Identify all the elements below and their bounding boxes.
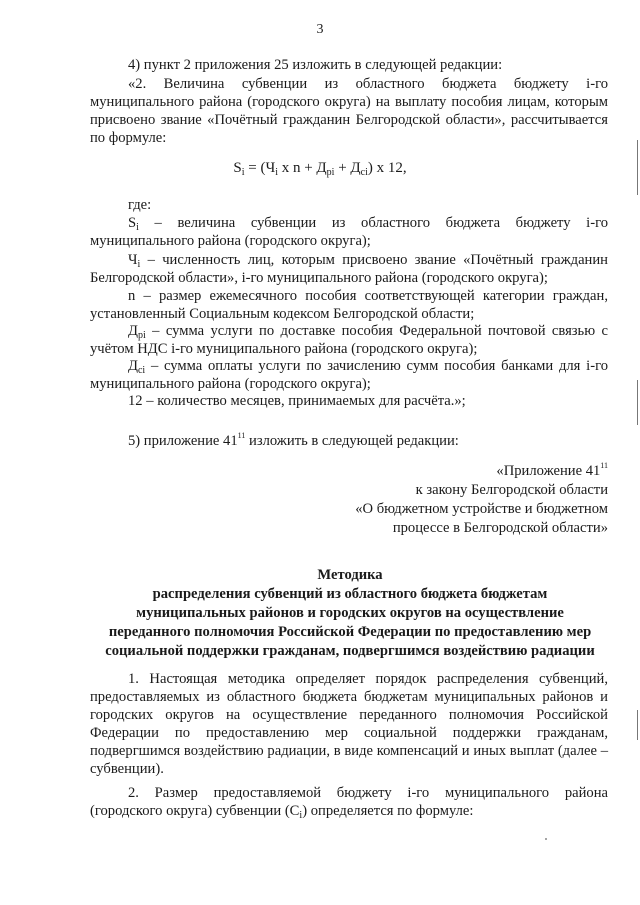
- page-number: 3: [316, 22, 324, 37]
- definition-12: 12 – количество месяцев, принимаемых для расчёта.»;: [128, 393, 466, 409]
- scan-edge-mark: [637, 380, 638, 425]
- methodology-title: Методика: [317, 567, 383, 583]
- annex-line-1: «Приложение $41^{11}$: [496, 461, 608, 479]
- item4-paragraph: «2. Величина субвенции из областного бюджета бюджету i-го муниципального района (городского округа) на выплату пособия лицам, которым присвоено звание «Почётный гражданин Белгородской области», рассчитывается по формуле:: [90, 76, 608, 146]
- scan-speck: [545, 838, 547, 840]
- annex-line-3: «О бюджетном устройстве и бюджетном: [355, 501, 608, 517]
- definition-n: n – размер ежемесячного пособия соответствующей категории граждан, установленный Социальным кодексом Белгородской области;: [90, 288, 608, 322]
- methodology-paragraph-2: 2. Размер предоставляемой бюджету i-го муниципального района (городского округа) субвенции $(C_i)$ определяется по формуле:: [90, 785, 608, 821]
- annex-line-2: к закону Белгородской области: [415, 482, 608, 498]
- annex-header: [355, 462, 608, 538]
- definition-dpi: $Д_{pi}$ – сумма услуги по доставке пособия Федеральной почтовой связью с учётом НДС i-го муниципального района (городского округа);: [90, 323, 608, 357]
- definition-chi: $Ч_i$ – численность лиц, которым присвоено звание «Почётный гражданин Белгородской области», i-го муниципального района (городского округа);: [90, 252, 608, 286]
- where-label: где:: [128, 197, 152, 213]
- methodology-subtitle: распределения субвенций из областного бюджета бюджетам муниципальных районов и городских округов на осуществление переданного полномочия Российской Федерации по предоставлению мер социальной поддержки гражданам, подвергшимся воздействию радиации: [105, 586, 595, 659]
- scan-edge-mark: [637, 140, 638, 195]
- formula-si: $S_i = (Ч_i$ x $n + Д_{pi} + Д_{ci}$) x 12,: [233, 160, 407, 178]
- item4-heading: 4) пункт 2 приложения 25 изложить в следующей редакции:: [128, 57, 503, 73]
- definition-dci: $Д_{ci}$ – сумма оплаты услуги по зачислению сумм пособия банками для i-го муниципального района (городского округа);: [90, 358, 608, 392]
- scan-edge-mark: [637, 710, 638, 740]
- annex-line-4: процессе в Белгородской области»: [392, 520, 608, 536]
- methodology-paragraph-1: 1. Настоящая методика определяет порядок распределения субвенций, предоставляемых из областного бюджета бюджетам муниципальных районов и городских округов на осуществление переданного полномочия Российской Федерации по предоставлению мер социальной поддержки гражданам, подвергшимся воздействию радиации, в виде компенсаций и иных выплат (далее – субвенции).: [90, 671, 608, 777]
- item5-heading: 5) приложение $41^{11}$ изложить в следующей редакции:: [128, 431, 459, 449]
- definition-si: $S_i$ – величина субвенции из областного бюджета бюджету i-го муниципального района (городского округа);: [90, 215, 608, 249]
